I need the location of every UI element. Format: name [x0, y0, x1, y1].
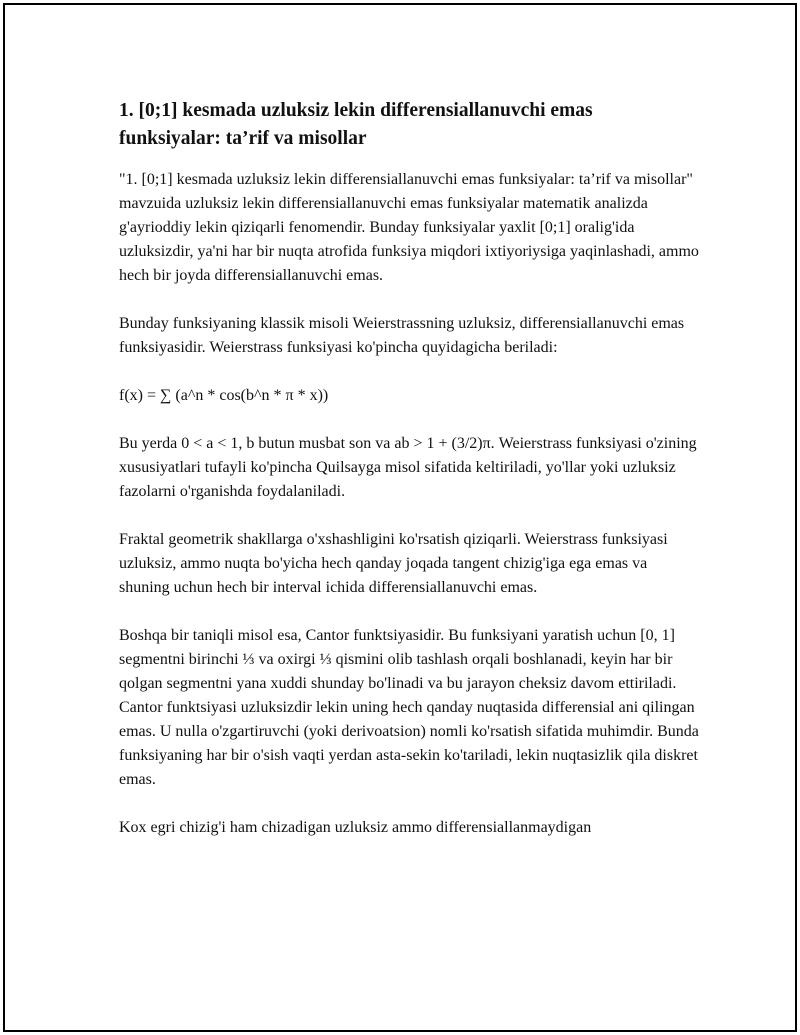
document-content	[119, 97, 699, 864]
paragraph-formula: f(x) = ∑ (a^n * cos(b^n * π * x))	[119, 387, 329, 404]
paragraph-cantor: Boshqa bir taniqli misol esa, Cantor funktsiyasidir. Bu funksiyani yaratish uchun [0, 1] segmentni birinchi ⅓ va oxirgi ⅓ qismini olib tashlash orqali boshlanadi, keyin har bir qolgan segmentni yana xuddi shunday bo'linadi va bu jarayon cheksiz davom ettiriladi. Cantor funktsiyasi uzluksizdir lekin uning hech qanday nuqtasida differensial ani qilingan emas. U nulla o'zgartiruvchi (yoki derivoatsion) nomli ko'rsatish sifatida muhimdir. Bunda funksiyaning har bir o'sish vaqti yerdan asta-sekin ko'tariladi, lekin nuqtasizlik qila diskret emas.	[119, 627, 699, 788]
paragraph-koch: Kox egri chizig'i ham chizadigan uzluksiz ammo differensiallanmaydigan	[119, 819, 592, 836]
paragraph-weierstrass: Bunday funksiyaning klassik misoli Weierstrassning uzluksiz, differensiallanuvchi emas funksiyasidir. Weierstrass funksiyasi ko'pincha quyidagicha beriladi:	[119, 315, 685, 356]
document-page	[3, 3, 797, 1032]
paragraph-intro: "1. [0;1] kesmada uzluksiz lekin differensiallanuvchi emas funksiyalar: ta’rif va misollar" mavzuida uzluksiz lekin differensiallanuvchi emas funksiyalar matematik analizda g'ayrioddiy lekin qiziqarli fenomendir. Bunday funksiyalar yaxlit [0;1] oralig'ida uzluksizdir, ya'ni har bir nuqta atrofida funksiya miqdori ixtiyoriysiga yaqinlashadi, ammo hech bir joyda differensiallanuvchi emas.	[119, 171, 699, 284]
document-title: 1. [0;1] kesmada uzluksiz lekin differensiallanuvchi emas funksiyalar: ta’rif va misollar	[119, 100, 593, 149]
paragraph-fractal: Fraktal geometrik shakllarga o'xshashligini ko'rsatish qiziqarli. Weierstrass funksiyasi uzluksiz, ammo nuqta bo'yicha hech qanday joqada tangent chizig'iga ega emas va shuning uchun hech bir interval ichida differensiallanuvchi emas.	[119, 531, 668, 596]
paragraph-conditions: Bu yerda 0 < a < 1, b butun musbat son va ab > 1 + (3/2)π. Weierstrass funksiyasi o'zining xususiyatlari tufayli ko'pincha Quilsayga misol sifatida keltiriladi, yo'llar yoki uzluksiz fazolarni o'rganishda foydalaniladi.	[119, 435, 697, 500]
